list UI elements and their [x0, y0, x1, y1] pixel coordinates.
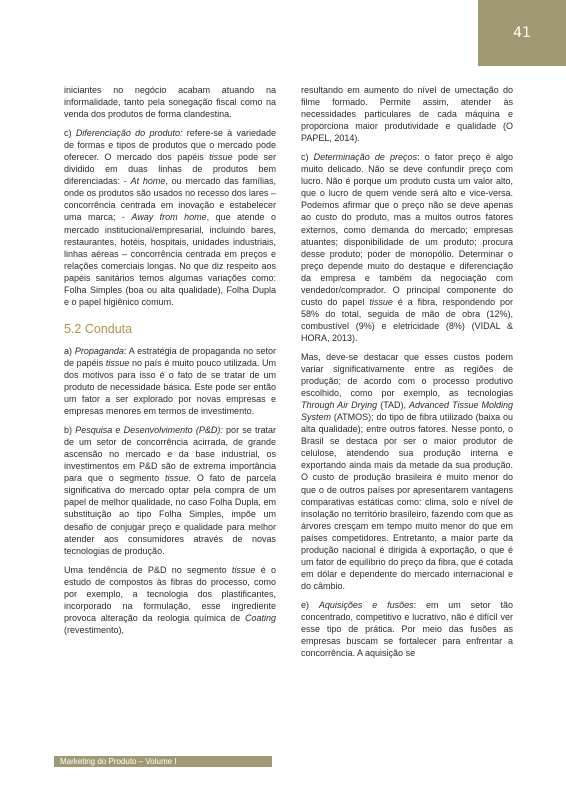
- text-run: Uma tendência de P&D no segmento: [64, 564, 232, 575]
- footer-bar: Marketing do Produto – Volume I: [54, 756, 272, 767]
- italic-text: Pesquisa e Desenvolvimento (P&D):: [75, 425, 223, 436]
- text-run: : o fator preço é algo muito delicado. Não se deve confundir preço com lucro. Não é porque um produto custa um valor alto, que o lucro de quem vende será alto e vice-versa. Podemos afirmar que o preço não se deve apenas ao custo do produto, mas a muitos outros fatores externos, como demanda do mercado; empresas atuantes; disponibilidade de um produto; procura desse produto; poder de monopólio. Determinar o preço depende muito do destaque e diferenciação da empresa e também da negociação com vendedor/comprador. O principal componente do custo do papel: [301, 152, 513, 307]
- paragraph: [64, 564, 276, 636]
- italic-text: Propaganda: [74, 345, 124, 356]
- text-run: (revestimento),: [64, 624, 125, 635]
- text-run: (TAD),: [377, 400, 410, 411]
- italic-text: Through Air Drying: [301, 400, 378, 411]
- italic-text: Determinação de preços: [313, 152, 418, 163]
- section-heading: 5.2 Conduta: [64, 321, 133, 336]
- text-run: é a fibra, respondendo por 58% do total, seguida de mão de obra (12%), combustível (9%) e eletricidade (8%) (VIDAL & HORA, 2013).: [301, 296, 514, 343]
- paragraph: [64, 345, 276, 417]
- page-number: 41: [478, 0, 566, 66]
- italic-text: At home: [130, 176, 166, 187]
- italic-text: Away from home: [131, 212, 207, 223]
- paragraph: [64, 424, 276, 557]
- text-run: , ou mercado das famílias, onde os produtos são usados no recesso dos lares – concorrência centrada em inovação e estabelecer uma marca; -: [64, 176, 276, 223]
- paragraph: [301, 151, 513, 344]
- text-run: (ATMOS); do tipo de fibra utilizado (baixa ou alta qualidade); entre outros fatores. Nesse ponto, o Brasil se destaca por ser o maior produtor de celulose, atendendo sua produção interna e exportando ainda mais da metade da sua produção. O custo de produção brasileira é muito menor do que o de outros países por apresentarem vantagens comparativas estáticas como: clima, solo e nível de insolação no território brasileiro, fazendo com que as árvores cresçam em tempo muito menor do que em países competidores. Entretanto, a maior parte da produção nacional é dirigida à exportação, o que é um fator de equilíbrio do preço da fibra, que é cotada em dólar e dependente do mercado internacional e do câmbio.: [301, 412, 513, 591]
- italic-text: tissue: [369, 296, 393, 307]
- italic-text: Coating: [244, 612, 276, 623]
- text-run: : A estratégia de propaganda no setor de papéis: [64, 345, 276, 368]
- text-run: a): [64, 345, 75, 356]
- text-run: e): [301, 599, 319, 610]
- paragraph: resultando em aumento do nível de umectação do filme formado. Permite assim, atender às necessidades particulares de cada máquina e proporciona maior produtividade e qualidade (O PAPEL, 2014).: [301, 85, 513, 144]
- text-run: Mas, deve-se destacar que esses custos podem variar significativamente entre as regiões de produção; de acordo com o processo produtivo escolhido, como por exemplo, as tecnologias: [301, 351, 513, 399]
- italic-text: Aquisições e fusões: [318, 599, 414, 610]
- text-run: b): [64, 425, 76, 436]
- italic-text: Advanced Tissue Molding System: [301, 400, 514, 423]
- right-column: [301, 84, 513, 666]
- text-run: é o estudo de compostos às fibras do processo, como por exemplo, a tecnologia dos plastificantes, incorporado na formulação, esse ingrediente provoca alteração da reologia química de: [64, 564, 276, 623]
- text-run: . O fato de parcela significativa do mercado optar pela compra de um papel de melhor qualidade, no caso Folha Dupla, em substituição ao tipo Folha Simples, impõe um desafio de conjugar preço e qualidade para melhor atender aos consumidores através de novas tecnologias de produção.: [64, 473, 276, 556]
- text-run: : em um setor tão concentrado, competitivo e lucrativo, não é difícil ver esse tipo de prática. Por meio das fusões as empresas buscam se fortalecer para enfrentar a concorrência. A aquisição se: [301, 599, 513, 659]
- paragraph: [64, 127, 276, 308]
- text-run: no país é muito pouco utilizada. Um dos motivos para isso é o fato de se tratar de um produto de necessidade básica. Este pode ser então um fator a ser explorado por novas empresas e empresas menores em termos de investimento.: [64, 357, 276, 417]
- text-run: refere-se à variedade de formas e tipos de produtos que o mercado pode oferecer. O mercado dos papéis: [64, 128, 276, 163]
- text-run: c): [64, 128, 76, 139]
- italic-text: tissue: [231, 564, 256, 575]
- text-run: , que atende o mercado institucional/empresarial, incluindo bares, restaurantes, hotéis, hospitais, unidades industriais, linhas aéreas – concorrência centrada em preços e relações comerciais longas. No que diz respeito aos papéis sanitários temos algumas variações como: Folha Simples (boa ou alta qualidade), Folha Dupla e o papel higiênico comum.: [64, 212, 276, 307]
- paragraph: iniciantes no negócio acabam atuando na informalidade, tanto pela sonegação fiscal como na venda dos produtos de forma clandestina.: [64, 85, 276, 120]
- italic-text: Diferenciação do produto:: [75, 128, 183, 139]
- text-run: c): [301, 152, 314, 163]
- text-run: pode ser dividido em duas linhas de produtos bem diferenciadas: -: [64, 152, 276, 187]
- italic-text: tissue: [165, 473, 189, 484]
- paragraph: [301, 599, 513, 659]
- text-run: por se tratar de um setor de concorrência acirrada, de grande ascensão no mercado e da base industrial, os investimentos em P&D são de extrema importância para que o segmento: [64, 425, 276, 484]
- paragraph: [301, 351, 513, 592]
- italic-text: tissue: [209, 152, 233, 163]
- left-column: [64, 84, 276, 643]
- italic-text: tissue: [105, 357, 130, 368]
